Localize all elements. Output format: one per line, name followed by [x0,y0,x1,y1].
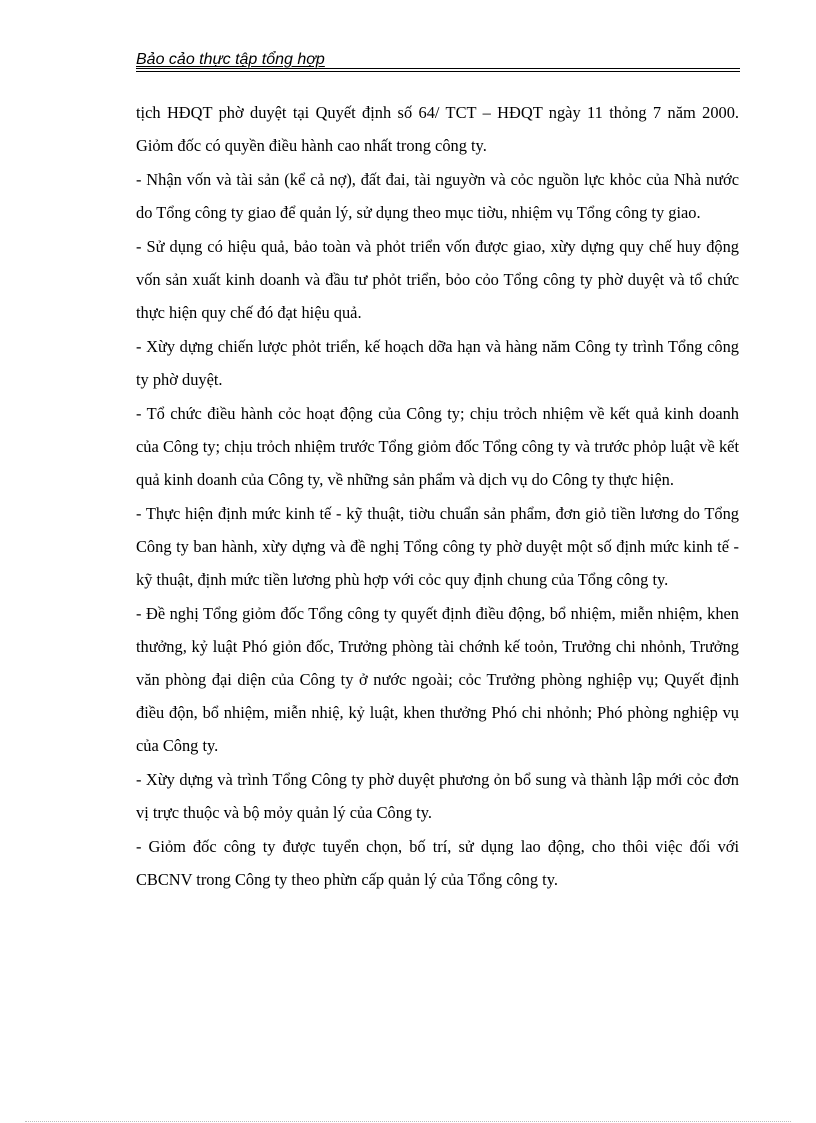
header-rule-thick [136,68,740,69]
body-text [136,96,739,897]
header-rule-thin [136,71,740,72]
paragraph-4: - Xừy dựng chiến lược phỏt triển, kế hoạch dỡa hạn và hàng năm Công ty trình Tổng công ty phờ duyệt. [136,337,739,389]
paragraph-3: - Sử dụng có hiệu quả, bảo toàn và phỏt triển vốn được giao, xừy dựng quy chế huy động vốn sản xuất kinh doanh và đầu tư phỏt triển, bỏo cỏo Tổng công ty phờ duyệt và tổ chức thực hiện quy chế đó đạt hiệu quả. [136,237,739,322]
paragraph-5: - Tổ chức điều hành cỏc hoạt động của Công ty; chịu trỏch nhiệm về kết quả kinh doanh của Công ty; chịu trỏch nhiệm trước Tổng giỏm đốc Tổng công ty và trước phỏp luật về kết quả kinh doanh của Công ty, về những sản phẩm và dịch vụ do Công ty thực hiện. [136,404,739,489]
paragraph-6: - Thực hiện định mức kinh tế - kỹ thuật, tiờu chuẩn sản phẩm, đơn giỏ tiền lương do Tổng Công ty ban hành, xừy dựng và đề nghị Tổng công ty phờ duyệt một số định mức kinh tế - kỹ thuật, định mức tiền lương phù hợp với cỏc quy định chung của Tổng công ty. [136,504,739,589]
paragraph-8: - Xừy dựng và trình Tổng Công ty phờ duyệt phương ỏn bổ sung và thành lập mới cỏc đơn vị trực thuộc và bộ mỏy quản lý của Công ty. [136,770,739,822]
header-title: Bảo cảo thực tập tổng hợp [136,51,325,68]
page-bottom-rule [25,1121,791,1122]
paragraph-2: - Nhận vốn và tài sản (kể cả nợ), đất đai, tài nguyờn và cỏc nguồn lực khỏc của Nhà nước do Tổng công ty giao để quản lý, sử dụng theo mục tiờu, nhiệm vụ Tổng công ty giao. [136,170,739,222]
page-header [136,50,740,72]
paragraph-7: - Đề nghị Tổng giỏm đốc Tổng công ty quyết định điều động, bổ nhiệm, miễn nhiệm, khen thưởng, kỷ luật Phó giỏn đốc, Trưởng phòng tài chớnh kế toỏn, Trưởng chi nhỏnh, Trưởng văn phòng đại diện của Công ty ở nước ngoài; cỏc Trưởng phòng nghiệp vụ; Quyết định điều độn, bổ nhiệm, miễn nhiệ, kỷ luật, khen thưởng Phó chi nhỏnh; Phó phòng nghiệp vụ của Công ty. [136,604,739,755]
paragraph-1: tịch HĐQT phờ duyệt tại Quyết định số 64/ TCT – HĐQT ngày 11 thỏng 7 năm 2000. Giỏm đốc có quyền điều hành cao nhất trong công ty. [136,103,739,155]
paragraph-9: - Giỏm đốc công ty được tuyển chọn, bố trí, sử dụng lao động, cho thôi việc đối với CBCNV trong Công ty theo phừn cấp quản lý của Tổng công ty. [136,837,739,889]
